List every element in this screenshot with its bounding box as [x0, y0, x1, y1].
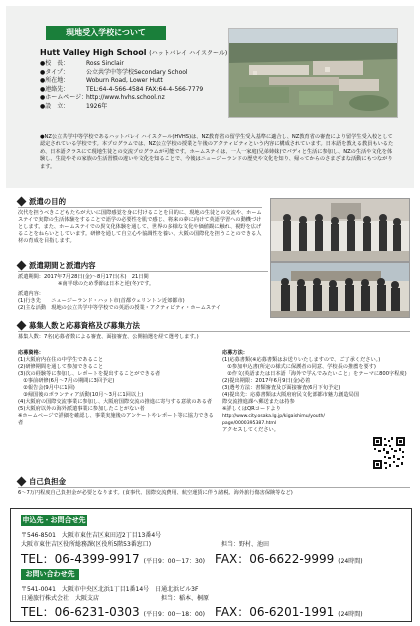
qualification-column	[18, 350, 214, 427]
school-aerial-photo	[228, 28, 398, 118]
method-url[interactable]: http://www.city.osaka.lg.jp/kigaishimu/youth/	[222, 414, 325, 419]
school-info-row	[40, 94, 220, 103]
contact-box	[10, 508, 412, 622]
inquiry-organization: 日通旅行株式会社 大阪支店	[21, 595, 100, 602]
school-info-box	[6, 6, 414, 188]
period-dates: 派遣期間：2017年7月28日(金)〜8月17日(木) 21日間	[18, 274, 149, 280]
school-description: ●NZ公立共学中等学校であるハットバレイ ハイスクール(HVHS)は、NZ教育省の留学生受入基準に適合し、NZ教育省の審査により留学生受入校として認定されている学校です。本プログラムでは、NZ公立学校の授業と午後のアクティビティという内容に構成されています。日本語を教える教員もいるため、日本語クラスにて現地生徒との交流プログラムが可能です。ホームステイは、一人一家庭(兄弟姉妹)でパディと生活に参加し、NZの生活や文化を体験し、生徒やその家族の生活習慣の違いや文化を知ることで、今後はニュージーランドの歴史や文化を知り、帰ってからのさまざまな活動にもつながります。	[40, 134, 394, 170]
method-column	[222, 350, 410, 434]
method-item: アクセスしてください。	[222, 427, 279, 433]
apply-phone-line	[21, 550, 363, 567]
diamond-bullet-icon	[17, 260, 27, 270]
purpose-text: 次代を担うべきこどもたちが大いに国際感覚を身に付けることを目的に、現地の生徒との交流や、ホームステイで実際の生活体験をすることで語学の必要性を肌で感じ、将来の夢に向けて英語学習への動機づけとします。また、ホームステイでの異文化体験を通して、世界の多様な文化や価値観に触れ、視野を広げることをねらいとしています。研修を通して自立心や協調性を養い、大阪の国際化を担うことのできる人材の育成を目指します。	[18, 210, 262, 244]
method-item: ①参加申込書(所定の様式に保護者の同意、学校長の推薦を要す)	[222, 364, 376, 370]
cost-heading	[18, 476, 410, 486]
cost-title: 自己負担金	[29, 476, 66, 486]
apply-label: 申込先・お問合せ先	[22, 516, 86, 524]
qualification-item: (2)研修期間を通して参加できること	[18, 364, 104, 370]
inquiry-fax: FAX：06-6201-1991	[215, 605, 335, 619]
period-title: 派遣期間と派遣内容	[29, 260, 96, 270]
school-name-kana: (ハットバレイ ハイスクール)	[149, 50, 228, 57]
method-item: (3)選考方法：書類審査及び面接審査(6月下旬予定)	[222, 385, 341, 391]
divider	[18, 331, 410, 332]
period-section	[18, 260, 268, 312]
period-content-1: (1)行き先 ニュージーランド・ハット市(首都ウェリントン近郊都市)	[18, 298, 185, 304]
qualification-heading: 応募資格：	[18, 350, 44, 356]
school-info-row	[40, 77, 220, 86]
info-label: ●タイプ：	[40, 68, 69, 76]
method-item: ②作文(英語または日本語「海外で学んでみたいこと」をテーマに800字程度)	[222, 371, 407, 377]
period-content-label: 派遣内容：	[18, 291, 44, 297]
purpose-title: 派遣の目的	[29, 196, 66, 206]
period-content-2: (2)主な活動 現地の公立共学中等学校での英語の授業・アクティビティ・ホームステイ	[18, 305, 222, 311]
info-value: 1926年	[86, 102, 108, 110]
info-label: ●校 長：	[40, 60, 70, 67]
school-name-en: Hutt Valley High School	[40, 48, 147, 57]
info-value: 公立共学中等学校Secondary School	[86, 68, 188, 76]
purpose-section	[18, 196, 262, 245]
diamond-bullet-icon	[17, 476, 27, 486]
divider	[18, 271, 268, 272]
inquiry-person: 担当：稲本、桐原	[161, 595, 210, 602]
info-value: TEL:64-4-566-4584 FAX:64-4-566-7779	[86, 85, 204, 93]
qualification-item: ②報告会(9月中に1回)	[18, 385, 75, 391]
apply-fax-hours: (24時間)	[338, 558, 363, 565]
qualification-item: (1)大阪府内在住の中学生であること	[18, 357, 104, 363]
qualification-item: ③帰国後のボランティア活動(10月〜3月に1回以上)	[18, 392, 144, 398]
method-item: (4)提出先：応募書類は大阪府府民文化部都市魅力創造局国際交流推進課へ郵送または持参	[222, 392, 360, 405]
period-note: ※南半球のため季節は日本と逆(冬)です。	[58, 281, 155, 287]
diamond-bullet-icon	[17, 320, 27, 330]
info-label: ●ホームページ：	[40, 94, 88, 102]
qualification-item: ①事前研修(6月〜7月の期間に3回予定)	[18, 378, 115, 384]
info-value: Ross Sinclair	[86, 60, 124, 67]
info-value: Woburn Road, Lower Hutt	[86, 77, 163, 85]
inquiry-tel[interactable]: TEL：06-6231-0303	[21, 605, 140, 619]
recruit-count: 募集人数：7名(応募者数による審査、面接審査、公開抽選を経て選考します。)	[18, 334, 199, 340]
inquiry-label: お問い合わせ先	[21, 569, 79, 580]
apply-fax: FAX：06-6622-9999	[215, 552, 335, 566]
inquiry-address: 〒541-0041 大阪市中央区北浜1丁目1番14号 日通北浜ビル3F	[21, 586, 199, 593]
apply-address: 〒546-8501 大阪市東住吉区東田辺2丁目13番4号	[21, 532, 162, 539]
inquiry-tel-hours: (平日9：00〜18：00)	[143, 611, 206, 618]
recruit-section	[18, 320, 410, 341]
period-heading	[18, 260, 268, 270]
cost-section	[18, 476, 410, 497]
school-name	[40, 48, 227, 57]
method-item: (2)提出期限：2017年6月9日(金)必着	[222, 378, 311, 384]
apply-tel[interactable]: TEL：06-4399-9917	[21, 552, 140, 566]
recruit-heading	[18, 320, 410, 330]
school-heading: 現地受入学校について	[46, 26, 166, 40]
group-photo-1	[270, 198, 410, 262]
inquiry-fax-hours: (24時間)	[338, 611, 363, 618]
school-info-row	[40, 69, 220, 78]
diamond-bullet-icon	[17, 196, 27, 206]
group-photo-2	[270, 262, 410, 318]
method-heading: 応募方法：	[222, 350, 248, 356]
method-item: ※詳しくはQRコードより	[222, 406, 281, 412]
info-label: ●連絡先：	[40, 85, 70, 93]
divider	[18, 487, 410, 488]
qr-code-icon[interactable]	[372, 436, 406, 470]
school-info-row	[40, 86, 220, 95]
info-value: http://www.hvhs.school.nz	[86, 94, 165, 102]
qualification-item: (3)次の経験等に参加し、レポートを提出することができる者	[18, 371, 161, 377]
qualification-item: (5)大阪府以外の海外派遣事業に参加したことがない者	[18, 406, 145, 412]
cost-text: 6〜7万円程度自己負担金が必要となります。(食事代、国際交流費用、航空運賃に伴う諸税、海外旅行傷害保険等など)	[18, 490, 293, 496]
apply-person: 担当：野村、池田	[221, 541, 270, 548]
school-info-list	[40, 60, 220, 112]
inquiry-phone-line	[21, 603, 363, 620]
qualification-item: ※ホームページで詳細を確認し、事業実施後のアンケートやレポート等に協力できる者	[18, 413, 214, 426]
school-info-row	[40, 60, 220, 69]
apply-organization: 大阪市東住吉区役所総務課(区役所5階53番窓口)	[21, 541, 152, 548]
purpose-heading	[18, 196, 262, 206]
method-url[interactable]: page/0000395387.html	[222, 421, 277, 426]
school-info-row	[40, 103, 220, 112]
apply-tel-hours: (平日9：00〜17：30)	[143, 558, 206, 565]
info-label: ●所在地：	[40, 77, 70, 85]
method-item: (1)応募書類(※応募書類はお送りいたしますので、ご了承ください。)	[222, 357, 381, 363]
info-label: ●設 立：	[40, 102, 70, 110]
qualification-item: (4)大阪府の国際交流事業に参加し、大阪府国際交流の推進に寄与する意欲のある者	[18, 399, 213, 405]
divider	[18, 207, 262, 208]
recruit-title: 募集人数と応募資格及び募集方法	[29, 320, 140, 330]
